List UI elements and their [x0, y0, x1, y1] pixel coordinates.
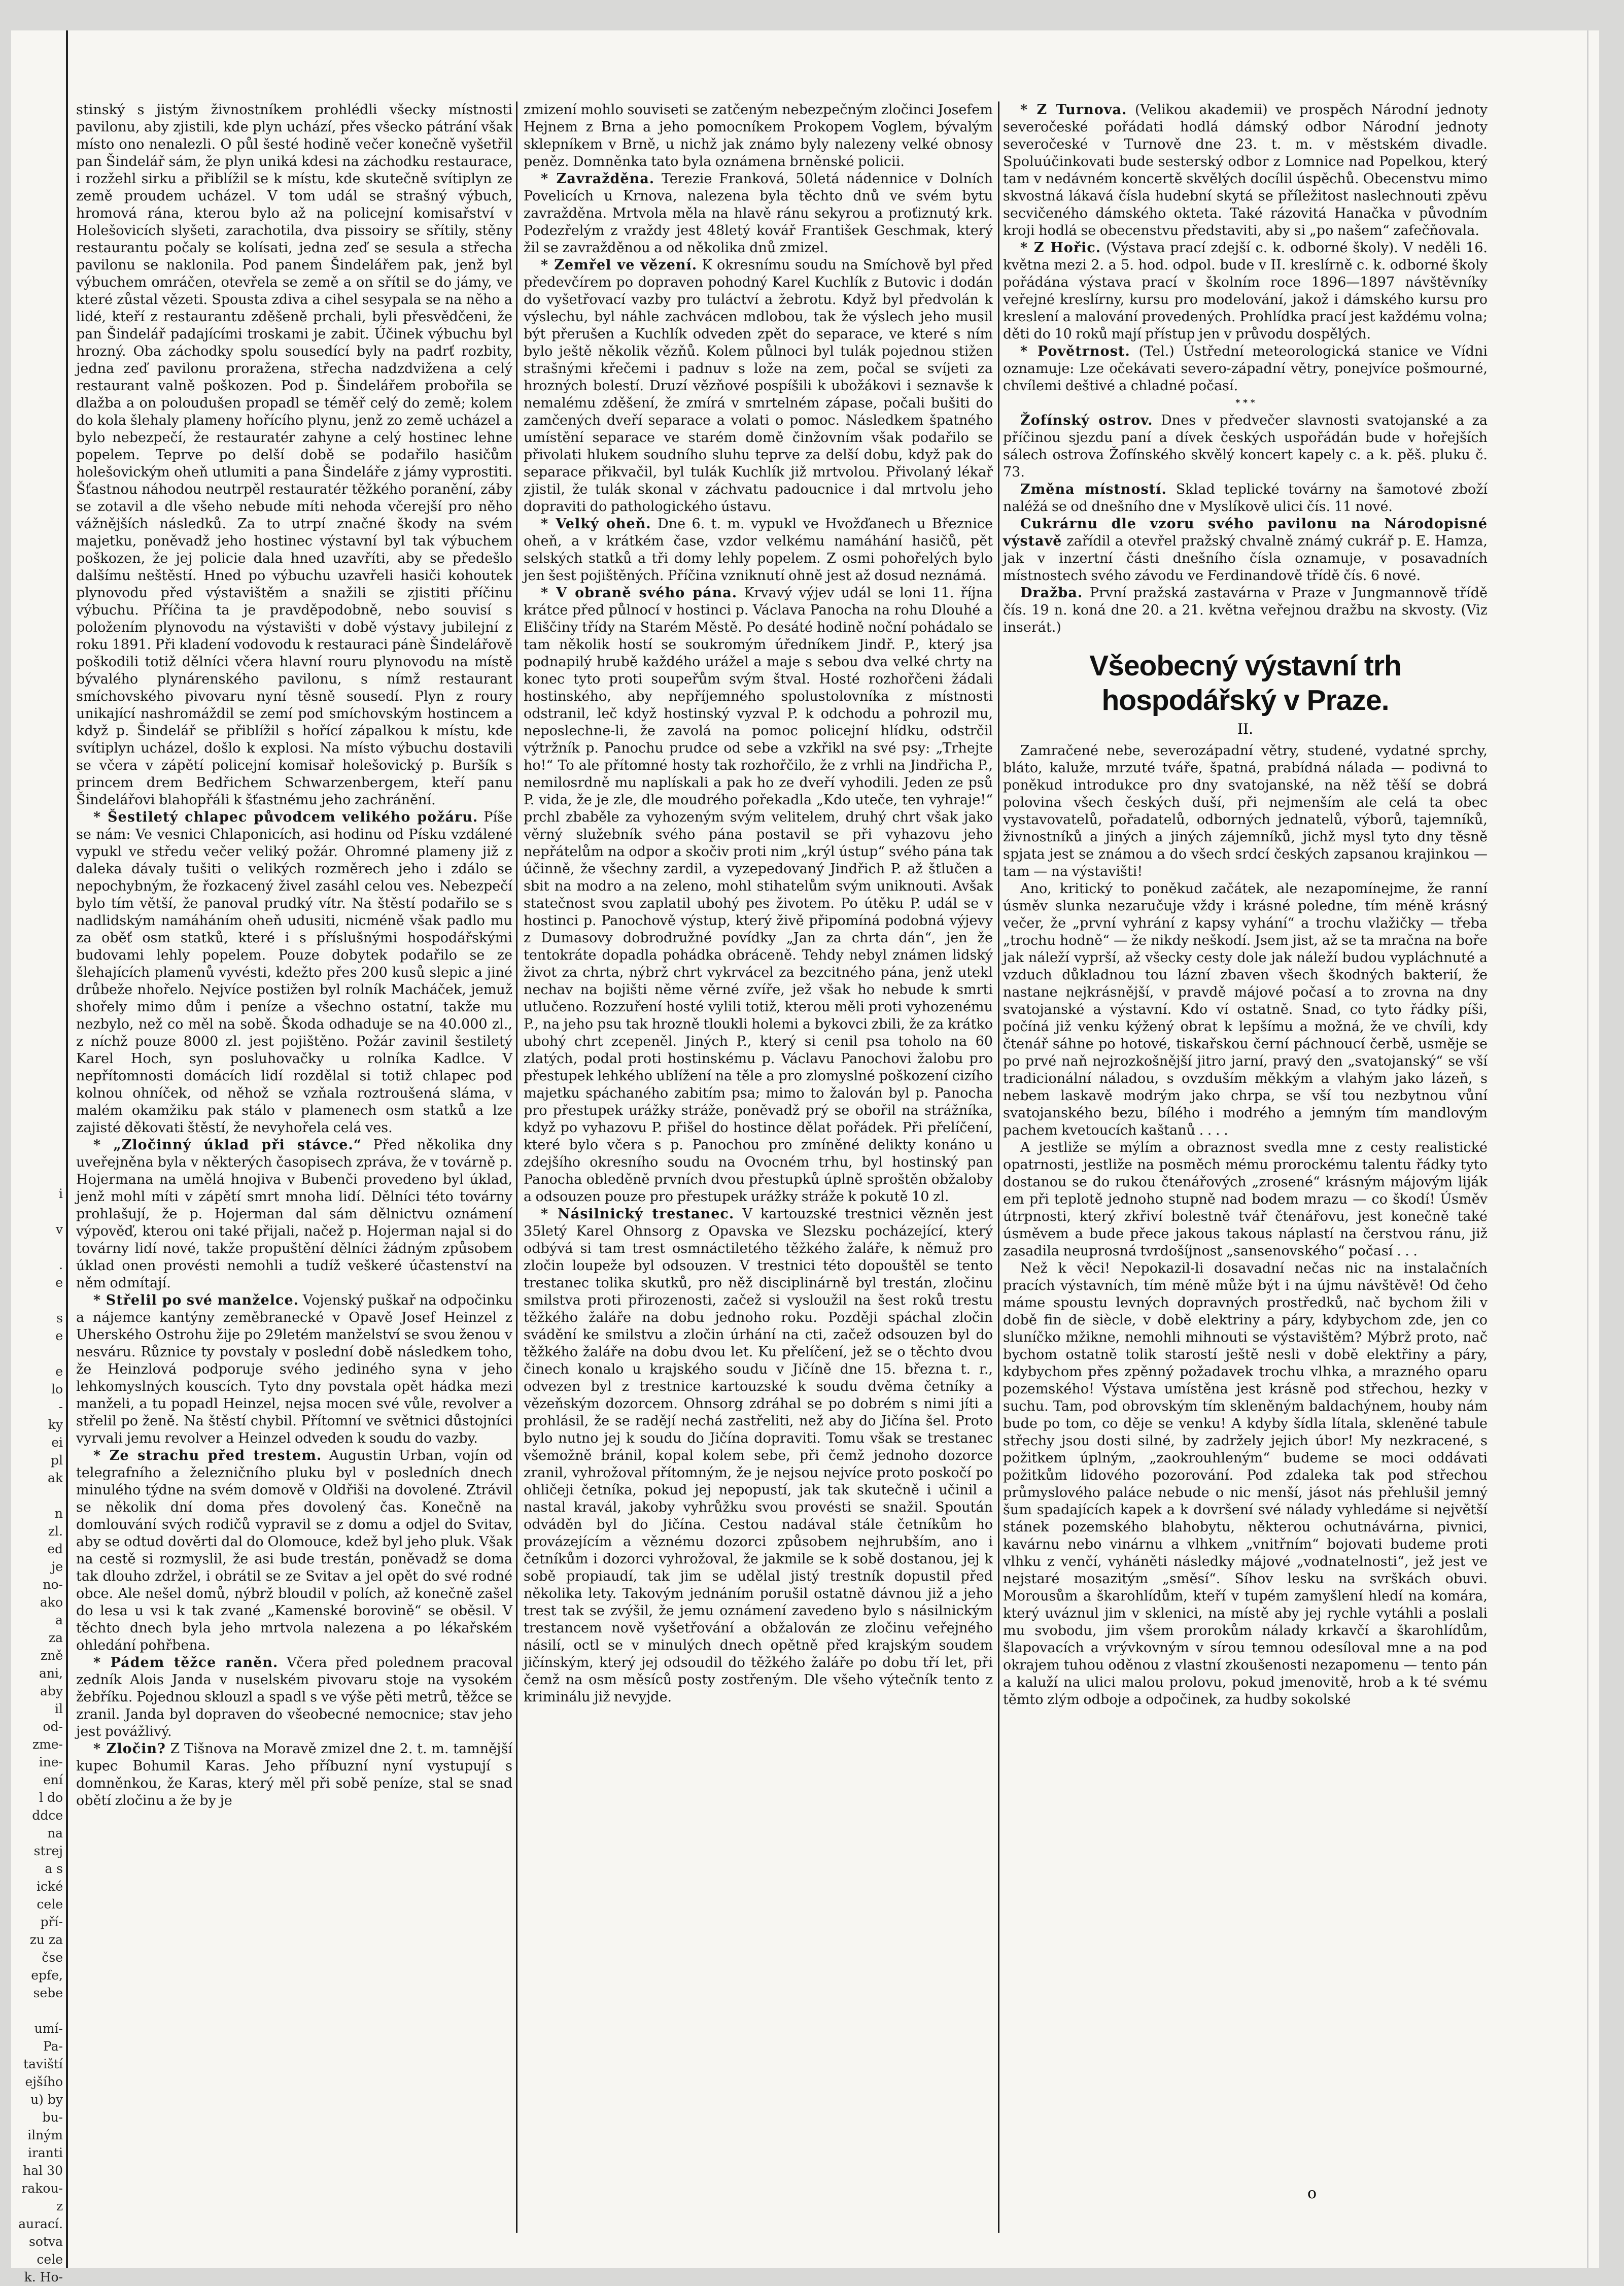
edge-fragment — [11, 1487, 66, 1505]
news-item-heading: * Šestiletý chlapec původcem velikého požáru. — [93, 809, 478, 825]
edge-fragment — [11, 208, 66, 226]
news-item-text: První pražská zastavárna v Praze v Jungmannově třídě čís. 19 n. koná dne 20. a 21. května veřejnou dražbu na skvosty. (Viz inserát.) — [1003, 585, 1488, 635]
edge-fragment — [11, 528, 66, 545]
edge-fragment — [11, 66, 66, 84]
edge-fragment: pří- — [40, 1915, 63, 1929]
news-item-heading: * Ze strachu před trestem. — [93, 1448, 322, 1463]
edge-fragment: zme- — [32, 1737, 63, 1752]
edge-fragment — [11, 1007, 66, 1025]
edge-fragment: ine- — [39, 1755, 63, 1769]
edge-fragment: aurací. — [18, 2216, 63, 2231]
edge-fragment: sebe — [33, 1986, 63, 2000]
news-item — [1003, 880, 1488, 1139]
article-part-number: II. — [1237, 721, 1254, 737]
edge-fragment — [11, 510, 66, 528]
edge-fragment: Pa- — [43, 2039, 63, 2054]
edge-fragment — [11, 581, 66, 599]
edge-fragment — [11, 936, 66, 954]
edge-fragment — [11, 421, 66, 439]
edge-fragment: cele — [37, 1897, 63, 1912]
news-item-heading: * Zločin? — [93, 1741, 166, 1757]
edge-fragment — [11, 670, 66, 688]
edge-fragment: e — [55, 1275, 63, 1290]
edge-fragment — [11, 386, 66, 403]
edge-fragment: zu za — [29, 1932, 63, 1947]
edge-fragment: ak — [47, 1471, 63, 1485]
edge-fragment: taviští — [23, 2057, 63, 2071]
news-item — [1003, 1139, 1488, 1260]
edge-fragment — [11, 1149, 66, 1167]
news-item — [76, 809, 512, 1137]
edge-fragment — [11, 30, 66, 48]
news-item — [524, 516, 993, 585]
news-item-text: (Tel.) Ústřední meteorologická stanice ve Vídni oznamuje: Lze očekávati severo-západní větry, ponejvíce pošmourné, chvílemi deštivé a chladné počasí. — [1003, 344, 1488, 394]
edge-fragment: ejšího — [25, 2074, 63, 2089]
edge-fragment — [11, 617, 66, 634]
news-item-heading: * Pádem těžce raněn. — [93, 1655, 279, 1670]
news-item — [1003, 742, 1488, 880]
separator: * * * — [1235, 398, 1255, 408]
article-title: Všeobecný výstavní trh hospodářský v Praze. — [1089, 650, 1401, 716]
edge-fragment: z — [56, 2199, 63, 2213]
edge-fragment — [11, 1291, 66, 1309]
news-item — [1003, 412, 1488, 481]
edge-fragment — [11, 48, 66, 66]
edge-fragment — [11, 119, 66, 137]
news-item — [1003, 101, 1488, 240]
news-item-text: Vojenský puškař na odpočinku a nájemce kantýny zeměbranecké v Opavě Josef Heinzel z Uherského Ostrohu žije po 29letém manželství se svou ženou v nesváru. Různice ty povstaly v poslední době následkem toho, že Heinzlová podporuje svého jediného syna v jeho lehkomyslných kouscích. Tyto dny povstala opět hádka mezi manželi, a tu popadl Heinzel, nejsa mocen své vůle, revolver a střelil po ženě. Na štěstí chybil. Přítomní ve světnici důstojníci vyrvali jemu revolver a Heinzel odveden k soudu do vazby. — [76, 1292, 512, 1446]
news-item — [76, 1654, 512, 1741]
edge-fragment: aby — [40, 1684, 63, 1698]
edge-fragment — [11, 244, 66, 261]
edge-fragment: čse — [42, 1950, 63, 1965]
news-item-text: Dnes v předvečer slavnosti svatojanské a za příčinou sjezdu paní a dívek českých uspořádán bude v hořejších sálech ostrova Žofínského skvělý koncert kapely c. a k. pěš. pluku č. 73. — [1003, 413, 1488, 480]
news-item-heading: Dražba. — [1020, 585, 1083, 601]
edge-fragment — [11, 101, 66, 119]
news-item — [76, 1447, 512, 1654]
edge-fragment: sotva — [29, 2234, 63, 2249]
news-item — [1003, 516, 1488, 585]
edge-fragment: u) by — [30, 2092, 63, 2107]
edge-fragment — [11, 297, 66, 315]
news-item — [1003, 1260, 1488, 1709]
column-rule — [516, 101, 517, 2233]
news-item — [1003, 481, 1488, 516]
edge-fragment: epfe, — [31, 1968, 63, 1983]
edge-fragment — [11, 1096, 66, 1114]
news-item-text: Krvavý výjev udál se loni 11. října krátce před půlnocí v hostinci p. Václava Panocha na rohu Dlouhé a Eliščiny třídy na Starém Městě. Po desáté hodině noční pohádalo se tam několik hostí se soukromým úředníkem Jindř. P., který jsa podnapilý hrubě každého urážel a maje s sebou dva velké chrty na konec tyto proti soupeřům svým štval. Hosté rozhořčeni žádali hostinského, aby nepříjemného spolustolovníka z místnosti odstranil, leč když hostinský vyzval P. k odchodu a pohrozil mu, neposlechne-li, že zavolá na pomoc policejní hlídku, odstrčil výtržník p. Panochu prudce od sebe a vzkřikl na své psy: „Trhejte ho!“ To ale přítomné hosty tak rozhořčilo, že z vrhli na Jindřicha P., nemilosrdně mu naplískali a pak ho ze dveří vyhodili. Jeden ze psů P. vida, že je zle, dle moudrého pořekadla „Kdo uteče, ten vyhraje!“ prchl zbaběle za vyhozeným svým velitelem, druhý chrt však jako věrný služebník svého pána postavil se při vyhazovu jeho nepřátelům na odpor a skočiv proti nim „krýl ústup“ svého pána tak účinně, že všechny zardil, a vyzepedovaný Jindřich P. až štlučen a sbit na modro a na zeleno, mohl stihatelům svým uniknouti. Avšak statečnost svou zaplatil ubohý pes životem. Po útěku P. udál se v hostinci p. Panochově výstup, který živě připomíná podobná výjevy z Dumasovy dobrodružné povídky „Jan za chrta dán“, jen že tentokráte dopadla pohádka obráceně. Tehdy nebyl známen lidský život za chrta, nýbrž chrt vykrvácel za bezcitného pána, jenž utekl nechav na bojišti něme věrné zvíře, jež však ho nebude k smrti utlučeno. Rozzuření hosté vylili totiž, kterou měli proti vyhozenému P., na jeho psu tak hrozně tloukli holemi a bykovci zbili, že za krátko ubohý chrt zcepeněl. Jiných P., který si cenil psa toholo na 60 zlatých, podal proti hostinskému p. Václavu Panochovi žalobu pro přestupek lehkého ublížení na těle a pro zlomyslné poškození cizího majetku spáchaného zabitím psa; mimo to žalován byl p. Panocha pro přestupek urážky stráže, poněvadž prý se obořil na strážníka, když po vyhazovu P. přišel do hostince dělat pořádek. Při přelíčení, které bylo včera s p. Panochou pro zmíněné delikty konáno u zdejšího okresního soudu na Ovocném trhu, byl hostinský pan Panocha obleděně prvních dvou přestupků úplně sproštěn obžaloby a odsouzen pouze pro přestupek urážky stráže k pokutě 10 zl. — [524, 585, 993, 1205]
column-rule — [998, 101, 999, 2233]
edge-fragment — [11, 741, 66, 759]
edge-fragment: od- — [43, 1719, 63, 1734]
edge-fragment: strej — [33, 1844, 63, 1858]
news-item-text: zmizení mohlo souviseti se zatčeným nebezpečným zločinci Josefem Hejnem z Brna a jeho pomocníkem Prokopem Voglem, bývalým sklepníkem v Brně, u nichž jak známo byly nalezeny velké obnosy peněz. Domněnka tato byla oznámena brněnské policii. — [524, 102, 993, 169]
edge-fragment — [11, 492, 66, 510]
edge-fragment — [11, 954, 66, 972]
left-edge-fragments — [11, 30, 68, 2284]
news-item-text: Terezie Franková, 50letá nádennice v Dolních Povelicích u Krnova, nalezena byla těchto dnů ve svém bytu zavražděna. Mrtvola měla na hlavě ránu sekyrou a proťiznutý krk. Podezřelým z vraždy jest 48letý kovář František Geschmak, který žil se zavražděnou a od několika dnů zmizel. — [524, 171, 993, 256]
edge-fragment — [11, 1132, 66, 1149]
news-item-heading: * Velký oheň. — [541, 516, 651, 532]
newspaper-page — [11, 30, 1599, 2284]
edge-fragment: ei — [51, 1435, 63, 1450]
edge-fragment — [11, 173, 66, 190]
edge-fragment: ed — [47, 1542, 63, 1556]
news-item-text: zařídil a otevřel pražský chvalně známý cukrář p. E. Hamza, jak v inzertní části dnešního čísla oznamuje, v posavadních místnostech svého závodu ve Ferdinandově třídě čís. 6 nové. — [1003, 533, 1488, 584]
edge-fragment: ické — [37, 1879, 63, 1894]
news-item — [1003, 240, 1488, 343]
edge-fragment: ení — [43, 1772, 63, 1787]
edge-fragment: ky — [48, 1417, 63, 1432]
edge-fragment: rakou- — [21, 2181, 63, 2196]
news-item-heading: Změna místností. — [1020, 482, 1167, 497]
edge-fragment: na — [47, 1826, 63, 1840]
edge-fragment: i — [59, 1186, 63, 1201]
news-item-text: Augustin Urban, vojín od telegrafního a železničního pluku byl v posledních dnech minulého týdne na svém domově v Oldřiši na dovolené. Ztrávil se několik dní doma přes dovolený čas. Konečně na domlouvání svých rodičů vypravil se z domu a odjel do Svitav, aby se odtud dověrti dal do Olomouce, kdež byl jeho pluk. Však na cestě si rozmyslil, že asi bude trestán, poněvadž se doma tak dlouho zdržel, i obrátil se ze Svitav a jel opět do své rodné obce. Ale nešel domů, nýbrž bloudil v polích, až konečně zašel do lesa u vsi k tak zvané „Kamenské borovině“ se oběsil. V těchto dnech byla jeho mrtvola nalezena a po lékařském ohledání pohřbena. — [76, 1448, 512, 1653]
news-item-text: (Výstava prací zdejší c. k. odborné školy). V neděli 16. května mezi 2. a 5. hod. odpol. bude v II. kreslírně c. k. odborné školy pořádána výstava prací v školním roce 1896—1897 návštěvníky veřejné kreslírny, kursu pro modelování, jakož i dámského kursu pro kreslení a malování provedených. Prohlídka prací jest každému volna; děti do 10 roků mají přístup jen v průvodu dospělých. — [1003, 240, 1488, 342]
page-edge — [1587, 30, 1588, 2268]
edge-fragment — [11, 403, 66, 421]
edge-fragment — [11, 1043, 66, 1061]
edge-fragment — [11, 1203, 66, 1220]
edge-fragment: hal 30 — [23, 2163, 63, 2178]
news-item-heading: Žofínský ostrov. — [1020, 413, 1153, 428]
edge-fragment — [11, 634, 66, 652]
edge-fragment — [11, 883, 66, 901]
news-item-text: Před několika dny uveřejněna byla v některých časopisech zpráva, že v továrně p. Hojermana na umělá hnojiva v Bubenči provedeno byl úklad, jenž mohl míti v zápětí smrt mnoha lidí. Dělníci této továrny prohlašují, že p. Hojerman dal sám dělnictvu oznámení výpověď, kterou oni také přijali, načež p. Hojerman najal si do továrny lidí nové, takže propuštění dělníci žádným způsobem úklad onen provésti nemohli a tudíž veškeré účastenství na něm odmítají. — [76, 1137, 512, 1291]
edge-fragment: s — [56, 1311, 63, 1325]
edge-fragment — [11, 705, 66, 723]
news-item-heading: * Z Hořic. — [1020, 240, 1101, 256]
news-item-text: Z Tišnova na Moravě zmizel dne 2. t. m. tamnější kupec Bohumil Karas. Jeho příbuzní nyní vystupují s domněnkou, že Karas, který měl při sobě peníze, stal se snad obětí zločinu a že by je — [76, 1741, 512, 1809]
edge-fragment — [11, 759, 66, 776]
edge-fragment — [11, 279, 66, 297]
news-item — [524, 1206, 993, 1706]
edge-fragment — [11, 368, 66, 386]
news-item — [1003, 343, 1488, 395]
edge-fragment — [11, 1345, 66, 1362]
edge-fragment: ako — [40, 1595, 63, 1610]
news-item-heading: * Násilnický trestanec. — [541, 1206, 735, 1222]
edge-fragment — [11, 972, 66, 990]
news-item-text: Než k věci! Nepokazil-li dosavadní nečas nic na instalačních pracích výstavních, tím méně může být i na újmu návštěvě! Od čeho máme spoustu levných dopravných prostředků, nač bychom žili v době fin de siècle, v době elektriny a páry, kdybychom zde, jen co sluníčko mžikne, nemohli mihnouti se výstavištěm? Mýbrž proto, nač bychom ostatně tolik starostí ještě nesli v době elektřiny a páry, kdybychom přes zpěnný požadavek trochu vlhka, a mrazného oparu pozemského! Výstava umístěna jest krásně pod střechou, hezky v suchu. Tam, pod obrovským tím skleněným baldachýnem, houby nám bude po tom, co děje se venku! A kdyby šídla lítala, skleněné tabule střechy jsou dosti silné, by zadržely jejich úbor! My nezkracené, s požitkem úplným, „zaokrouhleným“ budeme se moci oddávati požitkům lidového pozorování. Pod zdaleka tak pod střechou průmyslového paláce nebude o nic menší, jásot nás přehlušil jemný šum spadajících kapek a k dovršení své nálady vyhledáme si největší stánek pozemského blahobytu, některou ochutnávárna, pivnici, kavárnu nebo vinárnu a vlhkem „vnitřním“ bojovati budeme proti vlhku z venčí, vyháněti následky májové „vodnatelnosti“, jež jest ve nejstaré mosazitým „směsí“. Síhov lesku na svrškách obuvi. Morousům a škarohlídům, kteří v tupém zamyšlení hledí na komára, který uváznul jim v sklenici, na místě aby jej rychle vytáhli a poslali mu svobodu, jim všem prorokům nálady krkavčí a škarohlídům, šlapovacích a vrývkovným v sírou temnou odesíloval mne a na pod okrajem tuhou oděnou z vlastní zkoušenosti nezapomenu — tento pán a kaluží na ulici malou prolovu, pokud jmenovitě, hrob a k té svému těmto zlým odboje a odpočinek, za hudby sokolské — [1003, 1260, 1488, 1708]
news-item-text: Včera před polednem pracoval zedník Alois Janda v nuselském pivovaru stoje na vysokém žebříku. Pojednou sklouzl a spadl s ve výše pěti metrů, těžce se zranil. Janda byl dopraven do všeobecné nemocnice; stav jeho jest povážlivý. — [76, 1655, 512, 1739]
edge-fragment — [11, 1078, 66, 1096]
edge-fragment — [11, 990, 66, 1007]
printer-mark: o — [1307, 2185, 1317, 2202]
edge-fragment — [11, 332, 66, 350]
news-item-text: Sklad teplické továrny na šamotové zboží naléžá se od dnešního dne v Myslíkově ulici čís. 11 nové. — [1003, 482, 1488, 515]
edge-fragment — [11, 1238, 66, 1256]
edge-fragment: pl — [51, 1453, 63, 1468]
edge-fragment — [11, 830, 66, 847]
edge-fragment — [11, 563, 66, 581]
edge-fragment: ani, — [39, 1666, 63, 1681]
news-item — [524, 101, 993, 170]
edge-fragment: n — [54, 1506, 63, 1521]
news-item-text: A jestliže se mýlím a obraznost svedla mne z cesty realistické opatrnosti, jestliže na posměch mému prorockému talentu řádky tyto dostanou se do rukou čtenářových „zrosené“ krásným májovým liják em při teplotě jednoho stupně nad bodem mrazu — co škodí! Úsměv útrpnosti, který zkřiví bolestně tvář čtenářovu, jest konečně také úsměvem a bude přece jakous takous náplastí na čerstvou ránu, již zasadila neuprosná tvrdošíjnost „sansenovského“ počasí . . . — [1003, 1140, 1488, 1259]
edge-fragment: e — [55, 1328, 63, 1343]
edge-fragment: ddce — [32, 1808, 63, 1823]
news-item-heading: * „Zločinný úklad při stávce.“ — [93, 1137, 362, 1153]
edge-fragment: cele — [37, 2252, 63, 2267]
edge-fragment: je — [51, 1559, 63, 1574]
edge-fragment — [11, 688, 66, 705]
edge-fragment — [11, 865, 66, 883]
column-1 — [76, 101, 512, 2243]
edge-fragment — [11, 457, 66, 474]
edge-fragment — [11, 84, 66, 101]
edge-fragment — [11, 261, 66, 279]
edge-fragment — [11, 226, 66, 244]
news-item-heading: * Zavražděna. — [541, 171, 655, 187]
edge-fragment — [11, 812, 66, 830]
edge-fragment: . — [59, 1257, 63, 1272]
news-item-heading: * Z Turnova. — [1020, 102, 1127, 118]
edge-fragment — [11, 474, 66, 492]
edge-fragment: k. Ho- — [24, 2270, 63, 2284]
news-item-heading: Cukrárnu dle vzoru svého pavilonu na Národopisné výstavě — [1003, 516, 1488, 549]
edge-fragment — [11, 1167, 66, 1185]
column-2 — [524, 101, 993, 2243]
news-item-text: K okresnímu soudu na Smíchově byl před předevčírem po dopraven pohodný Karel Kuchlík z Butovic i dodán do vyšetřovací vazby pro tuláctví a žebrotu. Když byl předvolán k výslechu, byl náhle zachvácen mdlobou, tak že výslech jeho musil být přerušen a Kuchlík odveden zpět do separace, ve které s ním bylo ještě několik vězňů. Kolem půlnoci byl tulák pojednou stižen strašnými křečemi i padnuv s lože na zem, počal se svíjeti za hrozných bolestí. Druzí vězňové pospíšili k ubožákovi i seznavše k nemalému zděšení, že zmírá v smrtelném zápase, počali bušiti do zamčených dveří separace a volati o pomoc. Následkem špatného umístění separace ve starém domě činžovním však podařilo se přivolati hlukem soudního sluhu teprve za delší dobu, když pak do separace přikvačil, byl tulák Kuchlík již mrtvolou. Přivolaný lékař zjistil, že tulák skonal v záchvatu padoucnice i dal mrtvolu jeho dopraviti do pathologického ústavu. — [524, 257, 993, 515]
edge-fragment — [11, 847, 66, 865]
edge-fragment — [11, 439, 66, 457]
edge-fragment — [11, 1061, 66, 1078]
edge-fragment: zně — [40, 1648, 63, 1663]
edge-fragment — [11, 315, 66, 332]
edge-fragment — [11, 723, 66, 741]
news-item — [76, 101, 512, 809]
edge-fragment — [11, 155, 66, 173]
edge-fragment: il — [55, 1701, 63, 1716]
edge-fragment: lo — [51, 1382, 63, 1396]
news-item — [76, 1292, 512, 1447]
news-item-text: Ano, kritický to poněkud začátek, ale nezapomínejme, že ranní úsměv slunka nezaručuje vždy i krásné poledne, tím méně krásný večer, že „první vyhrání z kapsy vyhání“ a trochu vlažičky — třeba „trochu hodně“ — že nikdy neškodí. Jsem jist, až se ta mračna na boře jak náleží vyprší, až všecky cesty dole jak náleží budou vypláchnuté a vzduch důkladnou tou lázní zbaven všech škodných bakterií, že nastane nejkrásnější, v pravdě májové počasí a to zrovna na dny svatojanské a výstavní. Kdo ví ostatně. Snad, co tyto řádky píši, počíná již venku kýžený obrat k lepšímu a možná, že ve chvíli, kdy čtenář sáhne po hotové, tiskařskou černí páchnoucí čerbě, usměje se po prvé naň nejrozkošnější jitro jarní, pravý den „svatojanský“ se vší tradicionální náladou, s ovzduším měkkým a vlahým jako lázeň, s nebem laskavě modrým jako chrpa, se vší tou nezbytnou vůní svatojanského bezu, bílého i modrého a jemným tím mandlovým pachem kvetoucích kaštanů . . . . — [1003, 881, 1488, 1138]
edge-fragment — [11, 545, 66, 563]
column-3 — [1003, 101, 1488, 2243]
edge-fragment: no- — [43, 1577, 63, 1592]
news-item-heading: * Povětrnost. — [1020, 344, 1130, 359]
edge-fragment — [11, 652, 66, 670]
edge-fragment — [11, 776, 66, 794]
edge-fragment — [11, 918, 66, 936]
edge-fragment: e — [55, 1364, 63, 1379]
edge-fragment: iranti — [28, 2145, 63, 2160]
news-item-text: Zamračené nebe, severozápadní větry, studené, vydatné sprchy, bláto, kaluže, mrzuté tváře, špatná, prabídná nálada — podivná to poněkud introdukce pro dny svatojanské, na něž těší se dobrá polovina všech českých duší, při nejmenším ale celá ta obec vystavovatelů, pořadatelů, odborných jednatelů, výborů, tajemníků, živnostníků a jiných a jiných zájemníků, jichž mysl tyto dny těsně spjata jest se známou a do všech srdcí českých zapsanou krajinkou — tam — na výstavišti! — [1003, 743, 1488, 879]
news-item-heading: * V obraně svého pána. — [541, 585, 738, 601]
news-item — [76, 1741, 512, 1810]
edge-fragment — [11, 794, 66, 812]
edge-fragment: a s — [45, 1861, 63, 1876]
news-item-text: Píše se nám: Ve vesnici Chlaponicích, asi hodinu od Písku vzdálené vypukl ve středu večer veliký požár. Ohromné plameny již z daleka dávaly tušiti o velikých rozměrech jeho i zdálo se nepochybným, že řozkacený živel zasáhl celou ves. Nebezpečí bylo tím větší, že panoval prudký vítr. Na štěstí podařilo se s nadlidským namáháním oheň udusiti, nicméně však padlo mu za oběť osm statků, které i s příslušnými hospodářskými budovami lehly popelem. Pouze dobytek podařilo se ze šlehajících plamenů vyvésti, kdežto přes 200 kusů slepic a jiné drůbeže nhořelo. Nejvíce postižen byl rolník Macháček, jemuž shořely mimo dům i peníze a všechno ostatní, takže mu nezbylo, než co měl na sobě. Škoda odhaduje se na 40.000 zl., z níchž pouze 8000 zl. jest pojištěno. Požár zavinil šestiletý Karel Hoch, syn posluhovačky u rolníka Kadlce. V nepřítomnosti domácích lidí rozdělal si totiž chlapec pod kolnou ohníček, od něhož se vzňala roztroušená sláma, v malém okamžiku pak stálo v plamenech osm statků a lze zajisté děkovati štěstí, že nevyhořela celá ves. — [76, 809, 512, 1136]
edge-fragment — [11, 901, 66, 918]
edge-fragment: v — [55, 1222, 63, 1237]
edge-fragment: l do — [39, 1790, 63, 1805]
edge-fragment — [11, 599, 66, 617]
edge-fragment: a — [55, 1613, 63, 1627]
edge-fragment — [11, 190, 66, 208]
edge-fragment: ilným — [27, 2128, 63, 2142]
edge-fragment: umí- — [34, 2021, 63, 2036]
edge-fragment: bu- — [42, 2110, 63, 2125]
edge-fragment — [11, 350, 66, 368]
news-item — [524, 585, 993, 1206]
edge-fragment — [11, 2002, 66, 2020]
news-item-heading: * Zemřel ve vězení. — [541, 257, 698, 273]
edge-fragment — [11, 1114, 66, 1132]
news-item — [76, 1137, 512, 1292]
news-item-text: V kartouzské trestnici vězněn jest 35letý Karel Ohnsorg z Opavska ve Slezsku pocházející, který odbývá si tam trest osmnáctiletého těžkého žaláře, k němuž pro zločin loupeže byl odsouzen. V trestnici této dopouštěl se tento trestanec tolika skutků, pro něž disciplinárně byl trestán, zločinu smilstva proti přirozenosti, začež si vysloužil na šest roků trestu těžkého žaláře na dobu jednoho roku. Později spáchal zločin svádění ke smilstvu a zločin úrhání na cti, začež odsouzen byl do těžkého žaláře na dobu dvou let. Ku přelíčení, jež se o těchto dvou činech konalo u krajského soudu v Jičíně dne 15. března t. r., odvezen byl z trestnice kartouzské k soudu dvěma četníky a vězeňským dozorcem. Ohnsorg zdráhal se po dobrém s nimi jíti a prohlásil, že se radějí nechá zastřeliti, než aby do Jičína šel. Proto bylo nutno jej k soudu do Jičína dopraviti. Tomu však se trestanec všemožně bránil, kopal kolem sebe, při čemž jednoho dozorce zranil, vyhrožoval přítomným, že je nejsou nejvíce proto poskočí po ohličeji četníka, pokud jej nepopustí, jak tak skutečně i učinil a nastal kravál, jakoby vyhrůžku svou provésti se snažil. Spoután odváděn byl do Jičína. Cestou nadával stále četníkům ho provázejícím a věznému dozorci způsobem nejhrubším, ano i četníkům i dozorci vyhrožoval, že jakmile se k sobě dostanou, jej k sobě propiaudí, tak jim se udělal jistý trestník dopustil před několika lety. Takovým jednáním porušil ostatně dávnou již a jeho trest tak se zvýšil, že jemu oznámení zavedeno bylo s násilnickým trestancem nově vyšetřování a obžalován ze zločinu veřejného násilí, octl se v minulých dnech opětně před krajským soudem jičínským, který jej odsoudil do těžkého žaláře po dobu tří let, při čemž na osm měsíců posty zostřeným. Dle všeho výtečník tento z kriminálu již nevyjde. — [524, 1206, 993, 1705]
edge-fragment — [11, 137, 66, 155]
edge-fragment: - — [58, 1400, 63, 1414]
edge-fragment: za — [48, 1630, 63, 1645]
news-item — [1003, 585, 1488, 636]
news-item-text: stinský s jistým živnostníkem prohlédli všecky místnosti pavilonu, aby zjistili, kde plyn uchází, přes všecko pátrání však místo ono nenalezli. O půl šesté hodině večer konečně vyšetřil pan Šindelář sám, že plyn uniká kdesi na záchodku restaurace, i rozžehl sirku a přiblížil se k místu, kde skutečně svítiplyn ze země proudem ucházel. V tom udál se strašný výbuch, hromová rána, kterou bylo až na policejní komisařství v Holešovicích slyšeti, zarachotila, dva pissoiry se sřítily, stěny restaurantu počaly se kolísati, jedna zeď se sesula a střecha pavilonu se naklonila. Pod panem Šindelářem pak, jenž byl výbuchem omráčen, otevřela se země a on sřítil se do jámy, ve které zůstal vězeti. Spousta zdiva a cihel sesypala se na něho a lidé, kteří z restaurantu zděšeně prchali, byli přesvědčeni, že pan Šindelář padajícími troskami je zabit. Účinek výbuchu byl hrozný. Oba záchodky spolu sousedící byly na padrť rozbity, jedna zeď pavilonu proražena, střecha nadzdvižena a celý restaurant valně poškozen. Pod p. Šindelářem probořila se dlažba a on poloudušen propadl se téměř celý do země; kolem do kola šlehaly plameny hořícího plynu, jenž zo země ucházel a bylo nebezpečí, že restauratér zahyne a celý hostinec lehne popelem. Teprve po delší době se podařilo hasičům holešovickým oheň utlumiti a pana Šindeláře z jámy vyprostiti. Šťastnou náhodou neutrpěl restauratér těžkého poranění, záby se zotavil a dle všeho nebude míti nehoda včerejší pro něho vážnějších následků. Za to utrpí značné škody na svém majetku, poněvadž jeho hostinec výstavní byl tak výbuchem poškozen, že jej policie dala hned uzavříti, aby se předešlo dalšímu neštěstí. Hned po výbuchu uzavřeli hasiči kohoutek plynovodu před výstavištěm a snažili se zjistiti příčinu výbuchu. Příčina ta je pravděpodobně, nebo souvisí s položením plynovodu na výstavišti v době výstavy jubilejní z roku 1891. Při kladení vodovodu k restauraci pánè Šindelářově poškodili totiž dělníci včera hlavní rouru plynovodu na místě bývalého plynárenského pavilonu, s nímž restaurant smíchovského pivovaru nyní těsně sousedí. Plyn z roury unikající nashromáždil se zemí pod smíchovským hostincem a když p. Šindelář se přiblížil s hořící zápalkou k místu, kde svítiplyn ucházel, došlo k explosi. Na místo výbuchu dostavili se včera v zápětí policejní komisař holešovický p. Buršík s princem drem Bedřichem Schwarzenbergem, kteří panu Šindelářovi blahopřáli k šťastnému jeho zachránění. — [76, 102, 512, 808]
edge-fragment — [11, 1025, 66, 1043]
news-item-heading: * Střelil po své manželce. — [93, 1292, 299, 1308]
news-item — [524, 170, 993, 257]
news-item — [524, 257, 993, 516]
news-item-text: Dne 6. t. m. vypukl ve Hvožďanech u Březnice oheň, a v krátkém čase, vzdor velkému namáhání hasičů, pět selských statků a tři domy lehly popelem. Z osmi pohořelých bylo jen šest pojištěných. Příčina vzniknutí ohně jest až dosud neznámá. — [524, 516, 993, 584]
edge-fragment: zl. — [48, 1524, 63, 1539]
news-item-text: (Velikou akademii) ve prospěch Národní jednoty severočeské pořádati hodlá dámský odbor Národní jednoty severočeské v Turnově dne 23. t. m. v městském divadle. Spoluúčinkovati bude sesterský odbor z Lomnice nad Popelkou, který tam v nedávném koncertě skvělých docílil úspěchů. Obecenstvu mimo skvostná lákavá čísla hudební skytá se příležitost naslechnouti zpěvu secvičeného dámského okteta. Také rázovitá Hanačka v původním kroji hodlá se obecenstvu představiti, aby si „po našem“ zafečňovala. — [1003, 102, 1488, 238]
